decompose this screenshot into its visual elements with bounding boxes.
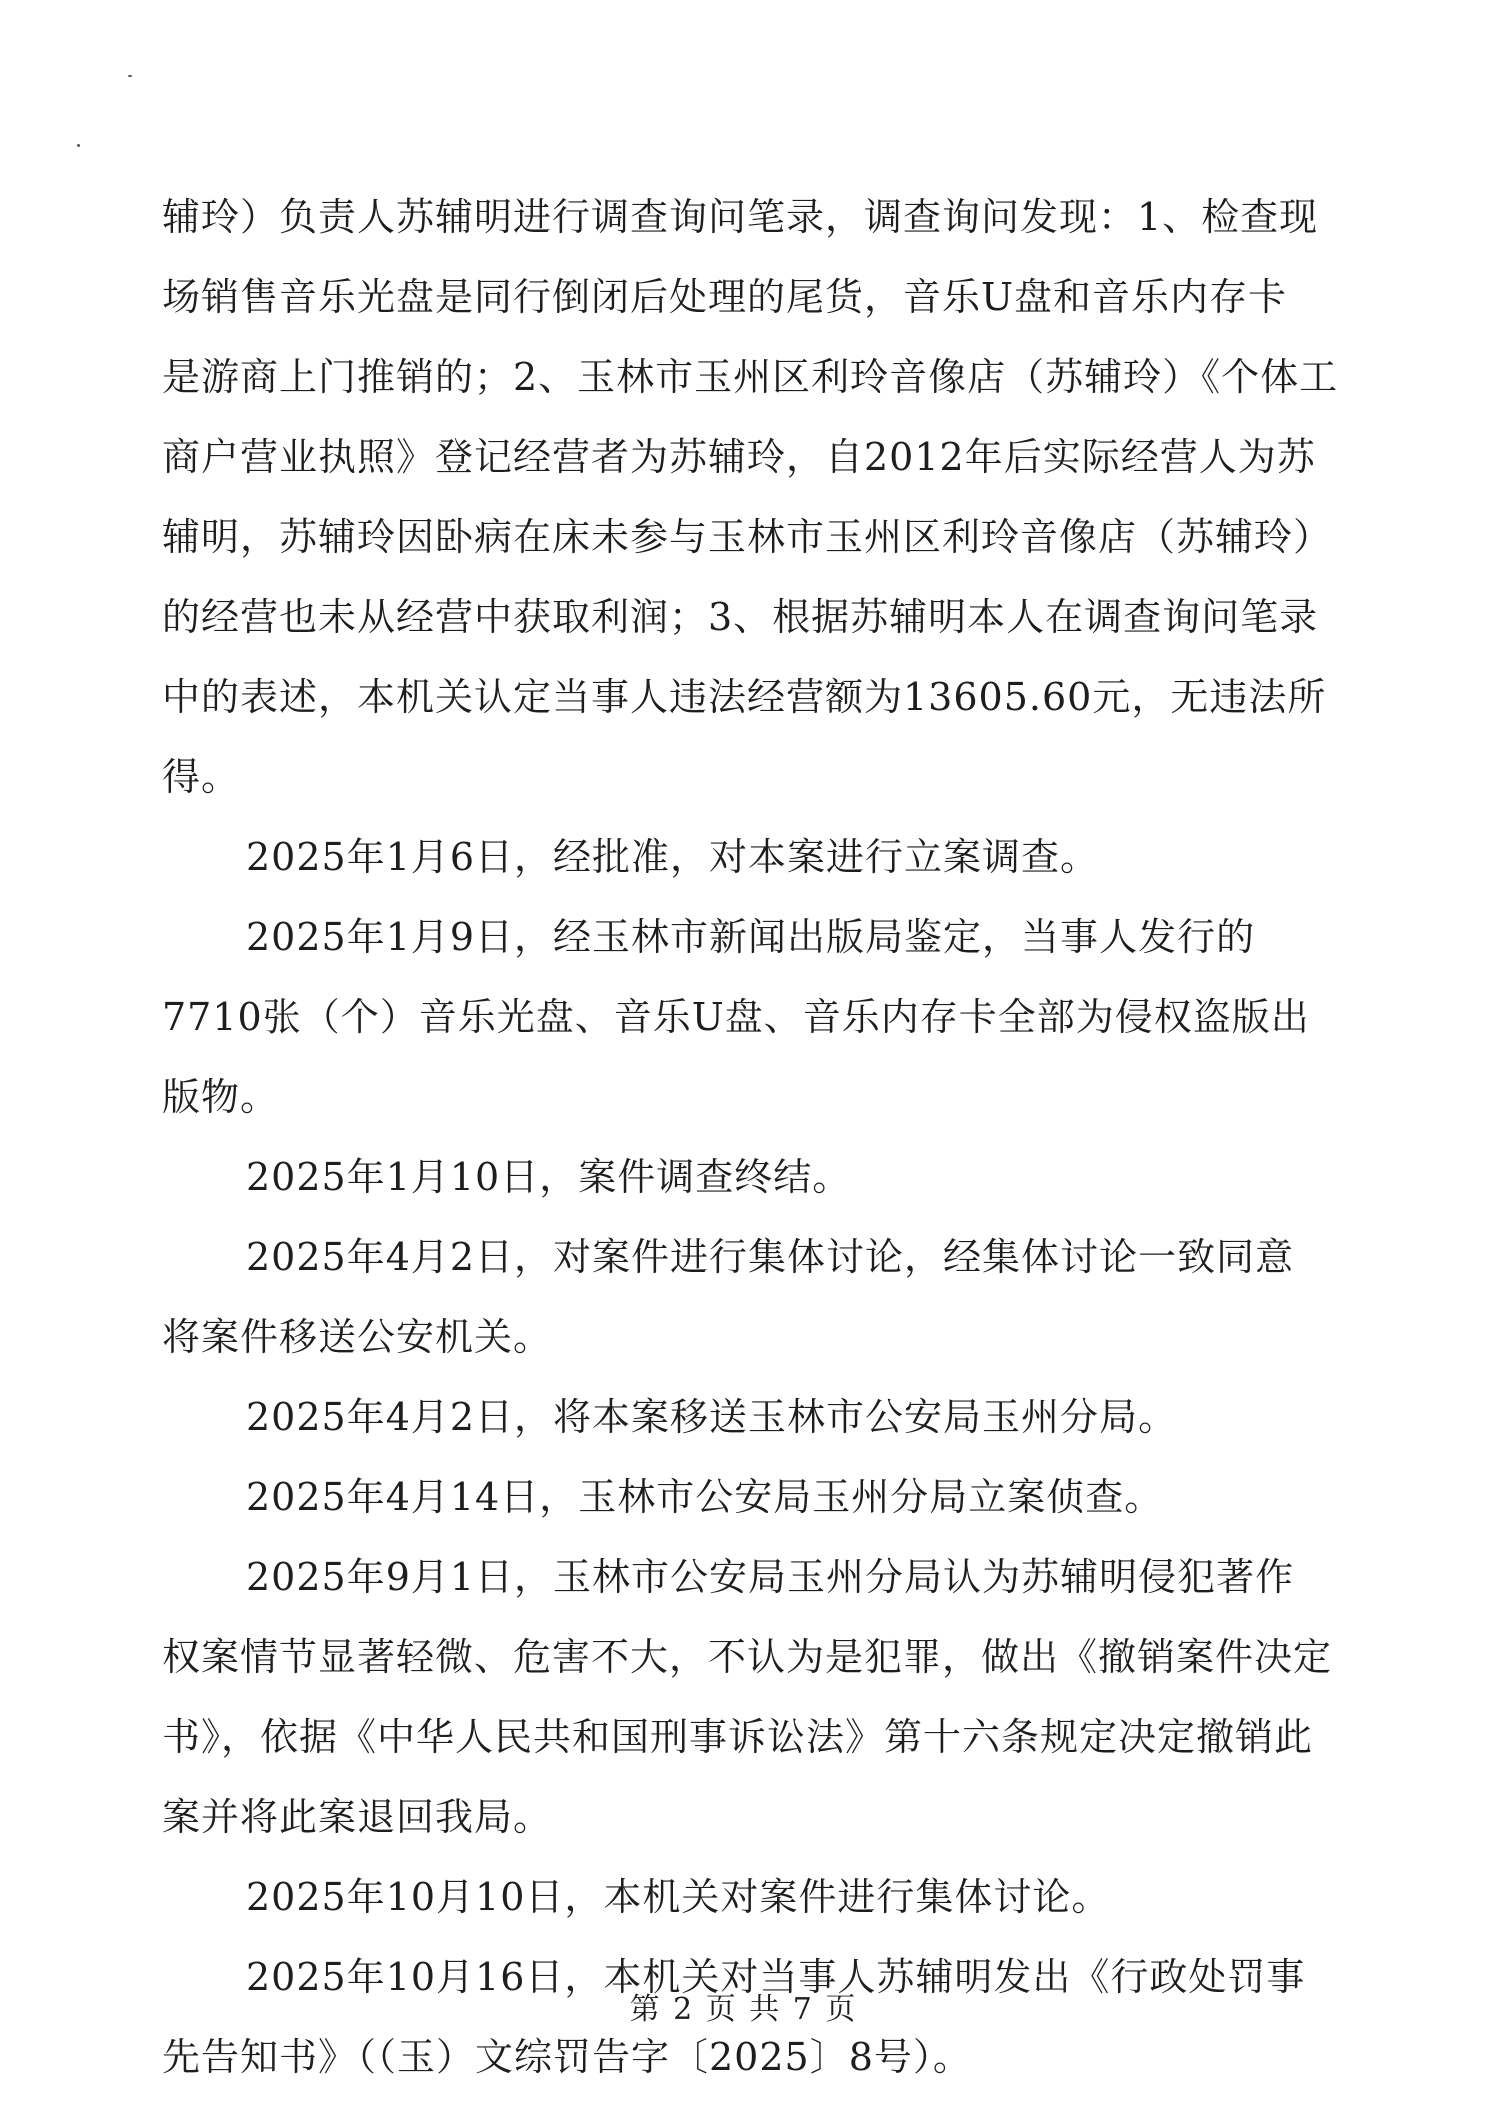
paragraph-first-line: 2025年4月2日，对案件进行集体讨论，经集体讨论一致同意 (246, 1235, 1295, 1279)
paragraph-first-line: 2025年4月14日，玉林市公安局玉州分局立案侦查。 (246, 1475, 1164, 1519)
scan-speck (77, 144, 80, 147)
text-line: 先告知书》（（玉）文综罚告字〔2025〕8号）。 (162, 2035, 972, 2079)
paragraph-first-line: 2025年1月6日，经批准，对本案进行立案调查。 (246, 835, 1100, 879)
page-number-footer: 第 2 页 共 7 页 (629, 1992, 858, 2027)
paragraph-first-line: 2025年1月9日，经玉林市新闻出版局鉴定，当事人发行的 (246, 915, 1256, 959)
document-body (162, 190, 1342, 2110)
text-line: 辅明，苏辅玲因卧病在床未参与玉林市玉州区利玲音像店（苏辅玲） (162, 515, 1333, 559)
text-line: 书》，依据《中华人民共和国刑事诉讼法》第十六条规定决定撤销此 (162, 1715, 1314, 1759)
text-line: 将案件移送公安机关。 (162, 1315, 553, 1359)
text-line: 得。 (162, 755, 241, 799)
text-line: 版物。 (162, 1075, 280, 1119)
text-line: 辅玲）负责人苏辅明进行调查询问笔录，调查询问发现：1、检查现 (162, 195, 1319, 239)
text-line: 的经营也未从经营中获取利润；3、根据苏辅明本人在调查询问笔录 (162, 595, 1319, 639)
text-line: 是游商上门推销的；2、玉林市玉州区利玲音像店（苏辅玲）《个体工 (162, 355, 1339, 399)
text-line: 中的表述，本机关认定当事人违法经营额为13605.60元，无违法所 (162, 675, 1327, 719)
paragraph-first-line: 2025年10月16日，本机关对当事人苏辅明发出《行政处罚事 (246, 1955, 1306, 1999)
text-line: 场销售音乐光盘是同行倒闭后处理的尾货，音乐U盘和音乐内存卡 (162, 275, 1288, 319)
paragraph-first-line: 2025年1月10日，案件调查终结。 (246, 1155, 852, 1199)
paragraph-first-line: 2025年4月2日，将本案移送玉林市公安局玉州分局。 (246, 1395, 1178, 1439)
text-line: 案并将此案退回我局。 (162, 1795, 553, 1839)
text-line: 商户营业执照》登记经营者为苏辅玲，自2012年后实际经营人为苏 (162, 435, 1316, 479)
scan-speck (128, 75, 132, 77)
text-line: 7710张（个）音乐光盘、音乐U盘、音乐内存卡全部为侵权盗版出 (162, 995, 1310, 1039)
paragraph-first-line: 2025年10月10日，本机关对案件进行集体讨论。 (246, 1875, 1111, 1919)
paragraph-first-line: 2025年9月1日，玉林市公安局玉州分局认为苏辅明侵犯著作 (246, 1555, 1295, 1599)
text-line: 权案情节显著轻微、危害不大，不认为是犯罪，做出《撤销案件决定 (162, 1635, 1333, 1679)
